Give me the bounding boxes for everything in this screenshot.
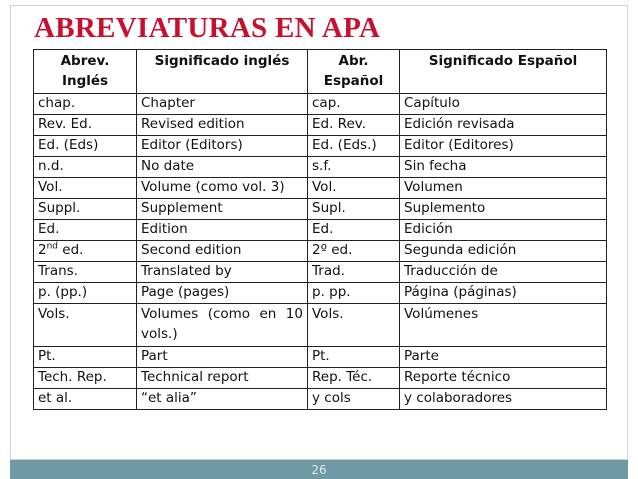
cell: Vols. xyxy=(34,304,137,347)
cell: Ed. (Eds) xyxy=(34,136,137,157)
cell: Edición xyxy=(400,220,607,241)
cell: Trad. xyxy=(308,262,400,283)
cell: Traducción de xyxy=(400,262,607,283)
cell: Tech. Rep. xyxy=(34,368,137,389)
cell: p. pp. xyxy=(308,283,400,304)
cell: n.d. xyxy=(34,157,137,178)
slide-number: 26 xyxy=(311,463,327,477)
header-abrev-ingles: Abrev. Inglés xyxy=(34,50,137,94)
table-row xyxy=(34,347,607,368)
table-row xyxy=(34,368,607,389)
header-significado-ingles: Significado inglés xyxy=(137,50,308,94)
superscript-ordinal: 2nd ed. xyxy=(38,241,84,258)
cell: Parte xyxy=(400,347,607,368)
table-row xyxy=(34,241,607,262)
table-row xyxy=(34,220,607,241)
cell: Segunda edición xyxy=(400,241,607,262)
table-body xyxy=(34,94,607,410)
cell: Ed. (Eds.) xyxy=(308,136,400,157)
cell: et al. xyxy=(34,389,137,410)
table-row xyxy=(34,136,607,157)
cell: y colaboradores xyxy=(400,389,607,410)
cell: Translated by xyxy=(137,262,308,283)
cell: p. (pp.) xyxy=(34,283,137,304)
cell: Part xyxy=(137,347,308,368)
table-row xyxy=(34,304,607,347)
cell: Pt. xyxy=(308,347,400,368)
cell: Reporte técnico xyxy=(400,368,607,389)
cell: Page (pages) xyxy=(137,283,308,304)
cell: Volume (como vol. 3) xyxy=(137,178,308,199)
cell: 2º ed. xyxy=(308,241,400,262)
cell: Supplement xyxy=(137,199,308,220)
footer-bar xyxy=(10,460,628,479)
cell: Vol. xyxy=(308,178,400,199)
table-row xyxy=(34,262,607,283)
cell: Ed. xyxy=(34,220,137,241)
cell: s.f. xyxy=(308,157,400,178)
cell: Suppl. xyxy=(34,199,137,220)
cell: No date xyxy=(137,157,308,178)
header-significado-espanol: Significado Español xyxy=(400,50,607,94)
cell: Ed. xyxy=(308,220,400,241)
cell: “et alia” xyxy=(137,389,308,410)
cell: Vols. xyxy=(308,304,400,347)
table-row xyxy=(34,115,607,136)
cell: Sin fecha xyxy=(400,157,607,178)
cell: Editor (Editors) xyxy=(137,136,308,157)
table-row xyxy=(34,199,607,220)
header-abr-espanol: Abr. Español xyxy=(308,50,400,94)
cell: Editor (Editores) xyxy=(400,136,607,157)
cell: Technical report xyxy=(137,368,308,389)
cell: cap. xyxy=(308,94,400,115)
cell: Edition xyxy=(137,220,308,241)
cell: Pt. xyxy=(34,347,137,368)
cell: Volumes (como en 10 vols.) xyxy=(137,304,308,347)
cell: Página (páginas) xyxy=(400,283,607,304)
cell: Ed. Rev. xyxy=(308,115,400,136)
cell: Rev. Ed. xyxy=(34,115,137,136)
cell: Capítulo xyxy=(400,94,607,115)
table-row xyxy=(34,283,607,304)
cell: Vol. xyxy=(34,178,137,199)
slide-title: ABREVIATURAS EN APA xyxy=(34,12,381,44)
table-header-row xyxy=(34,50,607,94)
cell: Second edition xyxy=(137,241,308,262)
cell-second-edition-abbrev xyxy=(34,241,137,262)
table-row xyxy=(34,178,607,199)
cell: Volumen xyxy=(400,178,607,199)
table-row xyxy=(34,157,607,178)
cell: y cols xyxy=(308,389,400,410)
cell: Rep. Téc. xyxy=(308,368,400,389)
abbreviations-table xyxy=(33,49,607,410)
cell: Revised edition xyxy=(137,115,308,136)
cell: Suplemento xyxy=(400,199,607,220)
cell: Edición revisada xyxy=(400,115,607,136)
table-row xyxy=(34,94,607,115)
cell: Volúmenes xyxy=(400,304,607,347)
cell: Supl. xyxy=(308,199,400,220)
table-row xyxy=(34,389,607,410)
cell: Trans. xyxy=(34,262,137,283)
cell: chap. xyxy=(34,94,137,115)
cell: Chapter xyxy=(137,94,308,115)
